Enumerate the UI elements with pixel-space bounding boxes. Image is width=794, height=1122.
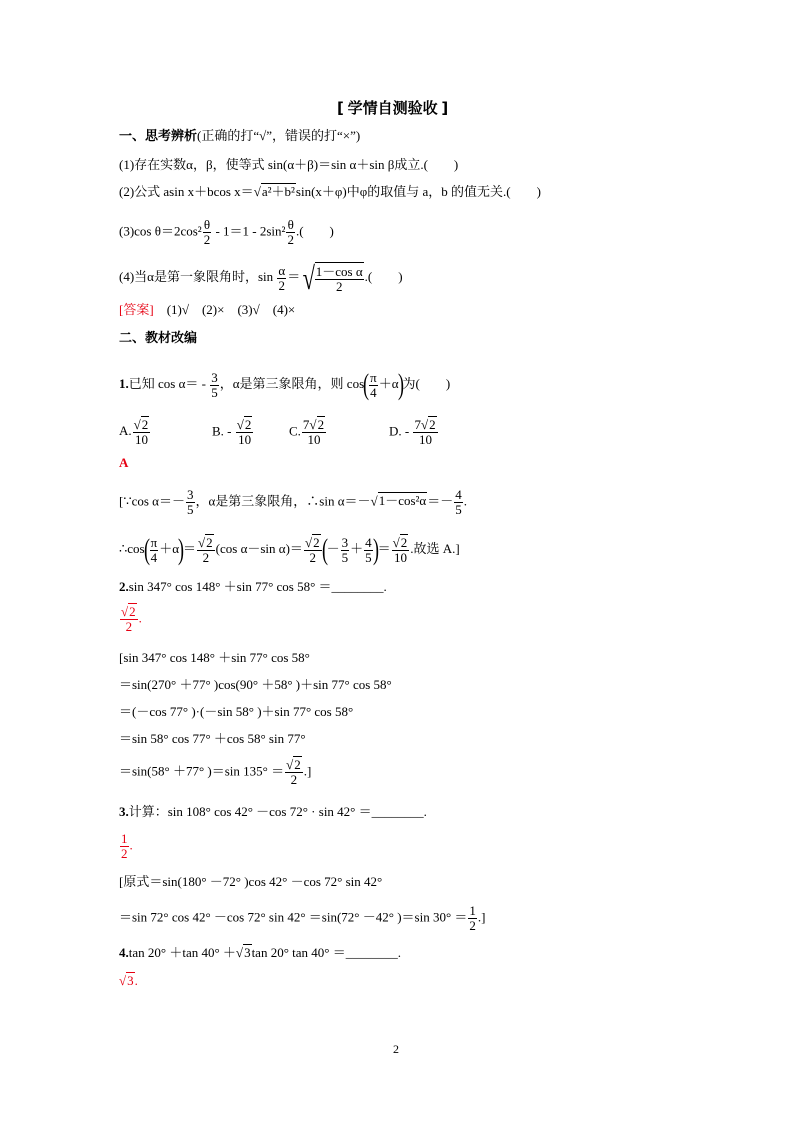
option-a: A. $\frac{√2}{10}$: [119, 417, 149, 447]
q2-sol-1: [sin 347° cos 148° ＋sin 77° cos 58°: [119, 650, 310, 665]
q2-sol-4: ＝sin 58° cos 77° ＋cos 58° sin 77°: [119, 731, 306, 746]
q4-answer: √3.: [119, 973, 138, 988]
q1-options: [119, 418, 151, 447]
q2-stem: 2.sin 347° cos 148° ＋sin 77° cos 58° ＝________.: [119, 579, 387, 594]
item-2: (2)公式 asin x＋bcos x＝√a²＋b²sin(x＋φ)中φ的取值与 a，b 的值无关.( ): [119, 184, 541, 199]
section2-heading: 二、教材改编: [119, 330, 198, 345]
option-b: B. - $\frac{√2}{10}$: [212, 417, 252, 447]
q1-solution-line1: [∵cos α＝－ $\frac{3}{5}$ ，α是第三象限角，∴sin α＝－√1－cos²α＝－ $\frac{4}{5}$ .: [119, 487, 467, 517]
answer-label: [答案]: [119, 302, 154, 317]
q1-stem: 1.已知 cos α＝ - $\frac{3}{5}$ ，α是第三象限角，则 cos( $\frac{\pi}{4}$ ＋α)为( ): [119, 368, 451, 401]
item-4: (4)当α是第一象限角时，sin $\frac{\alpha}{2}$ ＝√ $\frac{\text{1－cos α}}{2}$ .( ): [119, 260, 403, 296]
q3-sol-2: ＝sin 72° cos 42° －cos 72° sin 42° ＝sin(72° －42° )＝sin 30° ＝ $\frac{1}{2}$ .]: [119, 903, 486, 933]
q2-sol-2: ＝sin(270° ＋77° )cos(90° ＋58° )＋sin 77° cos 58°: [119, 677, 392, 692]
q2-sol-3: ＝(－cos 77° )·(－sin 58° )＋sin 77° cos 58°: [119, 704, 354, 719]
section-header: [ 学情自测验收 ]: [337, 99, 449, 117]
q1-solution-line2: ∴cos( $\frac{\pi}{4}$ ＋α)＝ $\frac{√2}{2}$ (cos α－sin α)＝ $\frac{√2}{2}$ (－ $\frac{3}{5}$ ＋ $\frac{4}{5}$ )＝ $\frac{√2}{10}$ .故选 A.]: [119, 533, 460, 566]
q3-sol-1: [原式＝sin(180° －72° )cos 42° －cos 72° sin 42°: [119, 874, 383, 889]
option-d: D. - $\frac{7√2}{10}$: [389, 417, 436, 447]
item-1: (1)存在实数α，β，使等式 sin(α＋β)＝sin α＋sin β成立.( ): [119, 157, 459, 172]
item-3: (3)cos θ＝2cos² $\frac{\theta}{2}$ - 1＝1 - 2sin² $\frac{\theta}{2}$ .( ): [119, 217, 334, 247]
header-title: 学情自测验收: [347, 101, 438, 117]
option-c: C. $\frac{7√2}{10}$: [289, 417, 325, 447]
q2-answer: $\frac{√2}{2}$ .: [121, 604, 142, 634]
q1-answer: A: [119, 455, 129, 470]
q2-sol-5: ＝sin(58° ＋77° )＝sin 135° ＝ $\frac{√2}{2}$ .]: [119, 757, 312, 787]
answer-line: [答案] (1)√ (2)× (3)√ (4)×: [119, 302, 296, 317]
section1-heading: 一、思考辨析(正确的打“√”，错误的打“×”): [119, 128, 361, 143]
q3-stem: 3.计算：sin 108° cos 42° －cos 72° · sin 42° ＝________.: [119, 804, 427, 819]
q4-stem: 4.tan 20° ＋tan 40° ＋√3tan 20° tan 40° ＝________.: [119, 945, 401, 960]
page-number: 2: [393, 1042, 399, 1056]
q3-answer: $\frac{1}{2}$ .: [121, 831, 133, 861]
